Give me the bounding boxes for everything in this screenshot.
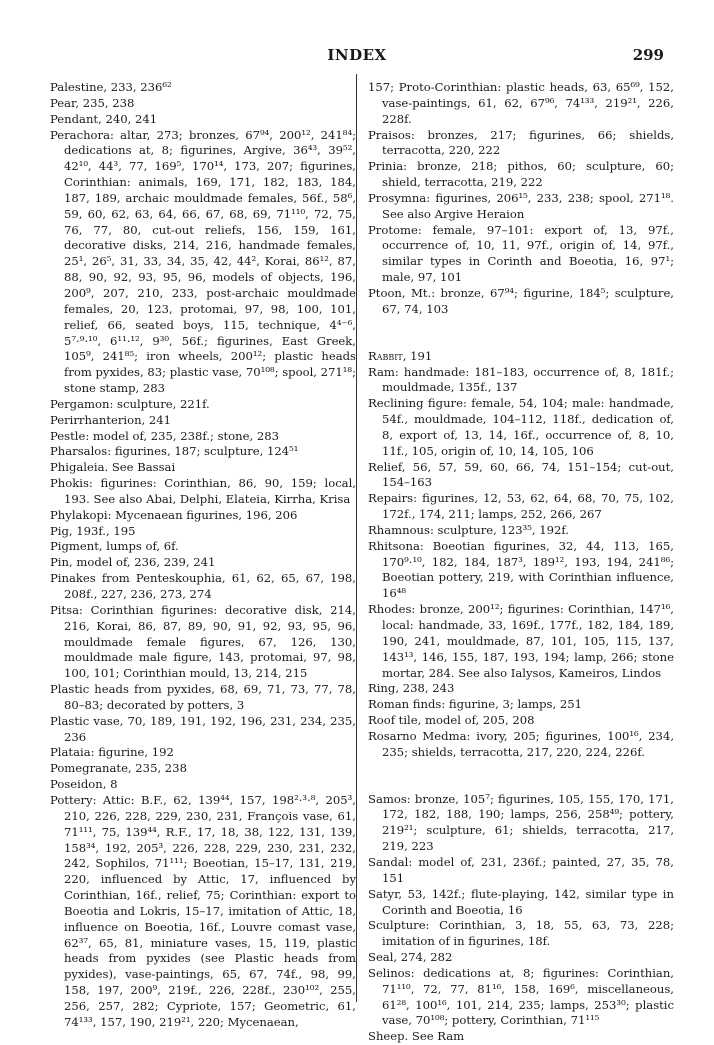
- index-entry: Roof tile, model of, 205, 208: [368, 713, 535, 728]
- index-entry: Protome: female, 97–101: export of, 13, 97f., occurrence of, 10, 11, 97f., origin of, 14, 97f., similar types in Corinth and Boeotia, 16, 97¹; male, 97, 101: [368, 222, 674, 285]
- index-entry: Pestle: model of, 235, 238f.; stone, 283: [50, 428, 279, 443]
- index-entry: Ram: handmade: 181–183, occurrence of, 8, 181f.; mouldmade, 135f., 137: [368, 364, 674, 395]
- index-entry: Pinakes from Penteskouphia, 61, 62, 65, 67, 198, 208f., 227, 236, 273, 274: [50, 571, 356, 601]
- index-entry: Prinia: bronze, 218; pithos, 60; sculpture, 60; shield, terracotta, 219, 222: [368, 159, 674, 190]
- column-divider: [356, 74, 357, 1002]
- index-entry: Pottery: Attic: B.F., 62, 139⁴⁴, 157, 198²·³·⁸, 205³, 210, 226, 228, 229, 230, 231, François vase, 61, 71¹¹¹, 75, 139⁴⁴, R.F., 17, 18, 38, 122, 131, 139, 158³⁴, 192, 205³, 226, 228, 229, 230, 231, 232, 242, Sophilos, 71¹¹¹; Boeotian, 15–17, 131, 219, 220, influenced by Attic, 17, influenced by Corinthian, 16f., relief, 75; Corinthian: export to Boeotia and Lokris, 15–17, imitation of Attic, 18, influence on Boeotia, 16f., Louvre comast vase, 62³⁷, 65, 81, miniature vases, 15, 119, plastic heads from pyxides (see Plastic heads from pyxides), vase-paintings, 65, 67, 74f., 98, 99, 158, 197, 200⁹, 219f., 226, 228f., 230¹⁰², 255, 256, 257, 282; Cypriote, 157; Geometric, 61, 74¹³³, 157, 190, 219²¹, 220; Mycenaean,: [50, 792, 356, 1029]
- index-entry: Ptoon, Mt.: bronze, 67⁹⁴; figurine, 184⁵; sculpture, 67, 74, 103: [368, 285, 674, 316]
- index-entry: Pin, model of, 236, 239, 241: [50, 555, 216, 570]
- index-entry: Pear, 235, 238: [50, 95, 135, 110]
- index-entry: Ring, 238, 243: [368, 681, 455, 696]
- index-entry: Phylakopi: Mycenaean figurines, 196, 206: [50, 507, 298, 522]
- index-entry: Rabbit, 191: [368, 348, 433, 363]
- index-entry: Pomegranate, 235, 238: [50, 761, 187, 776]
- index-entry: Pigment, lumps of, 6f.: [50, 539, 179, 554]
- left-column: [50, 80, 356, 1031]
- index-entry: 157; Proto-Corinthian: plastic heads, 63, 65⁶⁹, 152, vase-paintings, 61, 62, 67⁹⁶, 74¹³³, 219²¹, 226, 228f.: [368, 80, 674, 126]
- index-entry: Repairs: figurines, 12, 53, 62, 64, 68, 70, 75, 102, 172f., 174, 211; lamps, 252, 266, 267: [368, 491, 674, 522]
- index-entry: Rhitsona: Boeotian figurines, 32, 44, 113, 165, 170⁹·¹⁰, 182, 184, 187³, 189¹², 193, 194, 241⁸⁶; Boeotian pottery, 219, with Corinthian influence, 16⁴⁸: [368, 538, 674, 601]
- index-entry: Poseidon, 8: [50, 777, 118, 792]
- index-entry: Pig, 193f., 195: [50, 523, 136, 538]
- letter-section-gap: [368, 318, 674, 349]
- index-entry: Praisos: bronzes, 217; figurines, 66; shields, terracotta, 220, 222: [368, 127, 674, 158]
- index-entry: Pitsa: Corinthian figurines: decorative disk, 214, 216, Korai, 86, 87, 89, 90, 91, 92, 93, 95, 96, mouldmade female figures, 67, 126, 130, mouldmade male figure, 143, protomai, 97, 98, 100, 101; Corinthian mould, 13, 214, 215: [50, 602, 356, 681]
- letter-section-gap: [368, 761, 674, 792]
- index-entry: Prosymna: figurines, 206¹⁵, 233, 238; spool, 271¹⁸. See also Argive Heraion: [368, 190, 674, 221]
- index-entry: Rhamnous: sculpture, 123³⁵, 192f.: [368, 522, 569, 537]
- index-entry: Pergamon: sculpture, 221f.: [50, 396, 210, 411]
- index-entry: Perirrhanterion, 241: [50, 412, 172, 427]
- index-entry: Perachora: altar, 273; bronzes, 67⁹⁴, 200¹², 241⁸⁴; dedications at, 8; figurines, Argive, 36⁴³, 39⁵², 42¹⁰, 44³, 77, 169⁵, 170¹⁴, 173, 207; figurines, Corinthian: animals, 169, 171, 182, 183, 184, 187, 189, archaic mouldmade females, 56f., 58⁶, 59, 60, 62, 63, 64, 66, 67, 68, 69, 71¹¹⁰, 72, 75, 76, 77, 80, cut-out reliefs, 156, 159, 161, decorative disks, 214, 216, handmade females, 25¹, 26⁵, 31, 33, 34, 35, 42, 44², Korai, 86¹², 87, 88, 90, 92, 93, 95, 96, models of objects, 196, 200⁹, 207, 210, 233, post-archaic mouldmade females, 20, 123, protomai, 97, 98, 100, 101, relief, 66, seated boys, 115, technique, 4⁴⁻⁶, 5⁷·⁹·¹⁰, 6¹¹·¹², 9³⁰, 56f.; figurines, East Greek, 105⁹, 241⁸⁵; iron wheels, 200¹²; plastic heads from pyxides, 83; plastic vase, 70¹⁰⁸; spool, 271¹⁸; stone stamp, 283: [50, 127, 356, 396]
- index-entry: Sheep. See Ram: [368, 1029, 465, 1044]
- index-entry: Relief, 56, 57, 59, 60, 66, 74, 151–154; cut-out, 154–163: [368, 459, 674, 490]
- index-entry: Phokis: figurines: Corinthian, 86, 90, 159; local, 193. See also Abai, Delphi, Elateia, Kirrha, Krisa: [50, 476, 356, 506]
- page-number: 299: [632, 46, 664, 64]
- index-entry: Satyr, 53, 142f.; flute-playing, 142, similar type in Corinth and Boeotia, 16: [368, 886, 674, 917]
- right-column: [368, 80, 674, 1045]
- page-title: INDEX: [327, 46, 387, 64]
- index-entry: Plastic heads from pyxides, 68, 69, 71, 73, 77, 78, 80–83; decorated by potters, 3: [50, 682, 356, 712]
- index-entry: Plastic vase, 70, 189, 191, 192, 196, 231, 234, 235, 236: [50, 713, 356, 744]
- index-entry: Pendant, 240, 241: [50, 111, 158, 126]
- running-header: [50, 46, 664, 68]
- index-entry: Pharsalos: figurines, 187; sculpture, 124⁵¹: [50, 444, 299, 459]
- index-entry: Phigaleia. See Bassai: [50, 460, 176, 475]
- index-entry: Roman finds: figurine, 3; lamps, 251: [368, 697, 582, 712]
- index-entry: Palestine, 233, 236⁶²: [50, 80, 172, 94]
- index-entry: Rosarno Medma: ivory, 205; figurines, 100¹⁶, 234, 235; shields, terracotta, 217, 220, 224, 226f.: [368, 728, 674, 759]
- index-entry: Reclining figure: female, 54, 104; male: handmade, 54f., mouldmade, 104–112, 118f., dedication of, 8, export of, 13, 14, 16f., occurrence of, 8, 10, 11f., 105, origin of, 10, 14, 105, 106: [368, 396, 674, 458]
- index-entry: Plataia: figurine, 192: [50, 745, 174, 760]
- index-entry: Seal, 274, 282: [368, 950, 453, 965]
- index-entry: Samos: bronze, 105⁷; figurines, 105, 155, 170, 171, 172, 182, 188, 190; lamps, 256, 258⁴⁹; pottery, 219²¹; sculpture, 61; shields, terracotta, 217, 219, 223: [368, 791, 674, 854]
- index-entry: Rhodes: bronze, 200¹²; figurines: Corinthian, 147¹⁶, local: handmade, 33, 169f., 177f., 182, 184, 189, 190, 241, mouldmade, 87, 101, 105, 115, 137, 143¹³, 146, 155, 187, 193, 194; lamp, 266; stone mortar, 284. See also Ialysos, Kameiros, Lindos: [368, 602, 674, 680]
- index-entry: Sandal: model of, 231, 236f.; painted, 27, 35, 78, 151: [368, 854, 674, 885]
- index-entry: Selinos: dedications at, 8; figurines: Corinthian, 71¹¹⁰, 72, 77, 81¹⁶, 158, 169⁶, miscellaneous, 61²⁸, 100¹⁶, 101, 214, 235; lamps, 253³⁰; plastic vase, 70¹⁰⁸; pottery, Corinthian, 71¹¹⁵: [368, 965, 674, 1028]
- index-entry: Sculpture: Corinthian, 3, 18, 55, 63, 73, 228; imitation of in figurines, 18f.: [368, 918, 674, 949]
